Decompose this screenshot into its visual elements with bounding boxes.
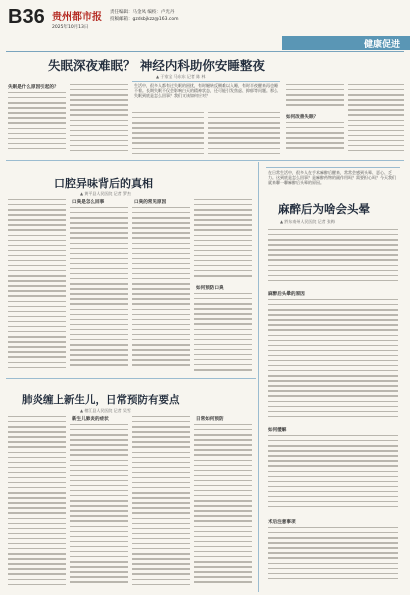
article-subhead: 口臭是怎么回事 xyxy=(72,200,105,205)
article-body-column xyxy=(268,435,398,515)
article-subhead: 如何预防口臭 xyxy=(196,286,224,291)
date-line: 2025年10月13日 xyxy=(52,25,89,30)
article-insomnia xyxy=(6,54,404,158)
section-name: 健康促进 xyxy=(363,39,400,49)
article-body-column xyxy=(268,299,398,423)
email-line: 投稿邮箱：gzdsbjkzz@163.com xyxy=(110,17,179,22)
masthead-logo: 贵州都市报 xyxy=(52,12,102,23)
article-subhead: 麻醉后头晕的原因 xyxy=(268,292,305,297)
article-body-column xyxy=(268,229,398,287)
article-body-column xyxy=(348,84,404,156)
section-divider xyxy=(6,160,404,161)
section-divider xyxy=(6,378,256,379)
article-subhead: 如何改善失眠？ xyxy=(286,115,319,120)
article-bad-breath xyxy=(6,163,254,376)
article-body-column xyxy=(194,199,252,281)
article-subhead: 日常如何预防 xyxy=(196,417,224,422)
article-lede: 生活中，很多人都有过失眠的困扰，有时辗转反侧难以入睡，有时半夜醒来再也睡不着。长期失眠不仅会影响白天的精神状态，还可能引发焦虑、抑郁等问题。那么失眠到底是怎么回事？我们又该如何应对？ xyxy=(134,83,278,99)
column-divider xyxy=(258,162,259,592)
article-body-column xyxy=(132,207,190,374)
article-byline: ▲ 黄平县人民医院 记者 罗杰 xyxy=(80,191,131,196)
article-body-column xyxy=(286,84,344,112)
article-neonatal-pneumonia xyxy=(6,380,254,592)
article-anesthesia-dizziness xyxy=(262,163,404,592)
article-body-column xyxy=(8,92,66,156)
article-byline: ▲ 黔东南州人民医院 记者 张梅 xyxy=(280,219,335,224)
article-body-column xyxy=(70,424,128,590)
article-body-column xyxy=(208,112,280,156)
article-headline: 肺炎缠上新生儿，日常预防有要点 xyxy=(22,394,180,406)
article-subhead: 失眠是什么原因引起的？ xyxy=(8,85,59,90)
article-body-column xyxy=(8,199,66,374)
article-body-column xyxy=(268,527,398,587)
article-subhead: 如何缓解 xyxy=(268,428,287,433)
page-number: B36 xyxy=(8,6,45,28)
article-body-column xyxy=(194,424,252,590)
article-headline: 失眠深夜难眠？ 神经内科助你安睡整夜 xyxy=(48,58,265,73)
page-header xyxy=(0,0,410,50)
lede-box-border xyxy=(132,81,280,82)
article-subhead: 术后注意事项 xyxy=(268,520,296,525)
article-body-column xyxy=(70,84,128,156)
article-body-column xyxy=(286,122,344,156)
article-headline: 口腔异味背后的真相 xyxy=(54,177,153,190)
lede-box-border xyxy=(266,167,400,168)
article-body-column xyxy=(194,293,252,374)
article-byline: ▲ 于家宝 马东东 记者 陈 林 xyxy=(156,74,206,79)
article-lede: 在日常生活中，很多人在手术麻醉后醒来，常常会感到头晕、恶心、乏力。这到底是怎么回事？是麻醉药物的副作用吗？需要担心吗？今天我们就来聊一聊麻醉后头晕的原因。 xyxy=(268,170,396,186)
article-body-column xyxy=(132,112,204,156)
article-subhead: 新生儿肺炎的症状 xyxy=(72,417,109,422)
article-body-column xyxy=(132,416,190,590)
article-subhead: 口臭的常见原因 xyxy=(134,200,167,205)
article-byline: ▲ 榕江县人民医院 记者 吴雪 xyxy=(80,408,131,413)
header-rule xyxy=(6,51,404,52)
article-headline: 麻醉后为啥会头晕 xyxy=(278,202,370,216)
article-body-column xyxy=(70,207,128,374)
article-body-column xyxy=(8,416,66,590)
editor-line: 责任编辑：马金凤 编校：卢光丹 xyxy=(110,10,175,15)
